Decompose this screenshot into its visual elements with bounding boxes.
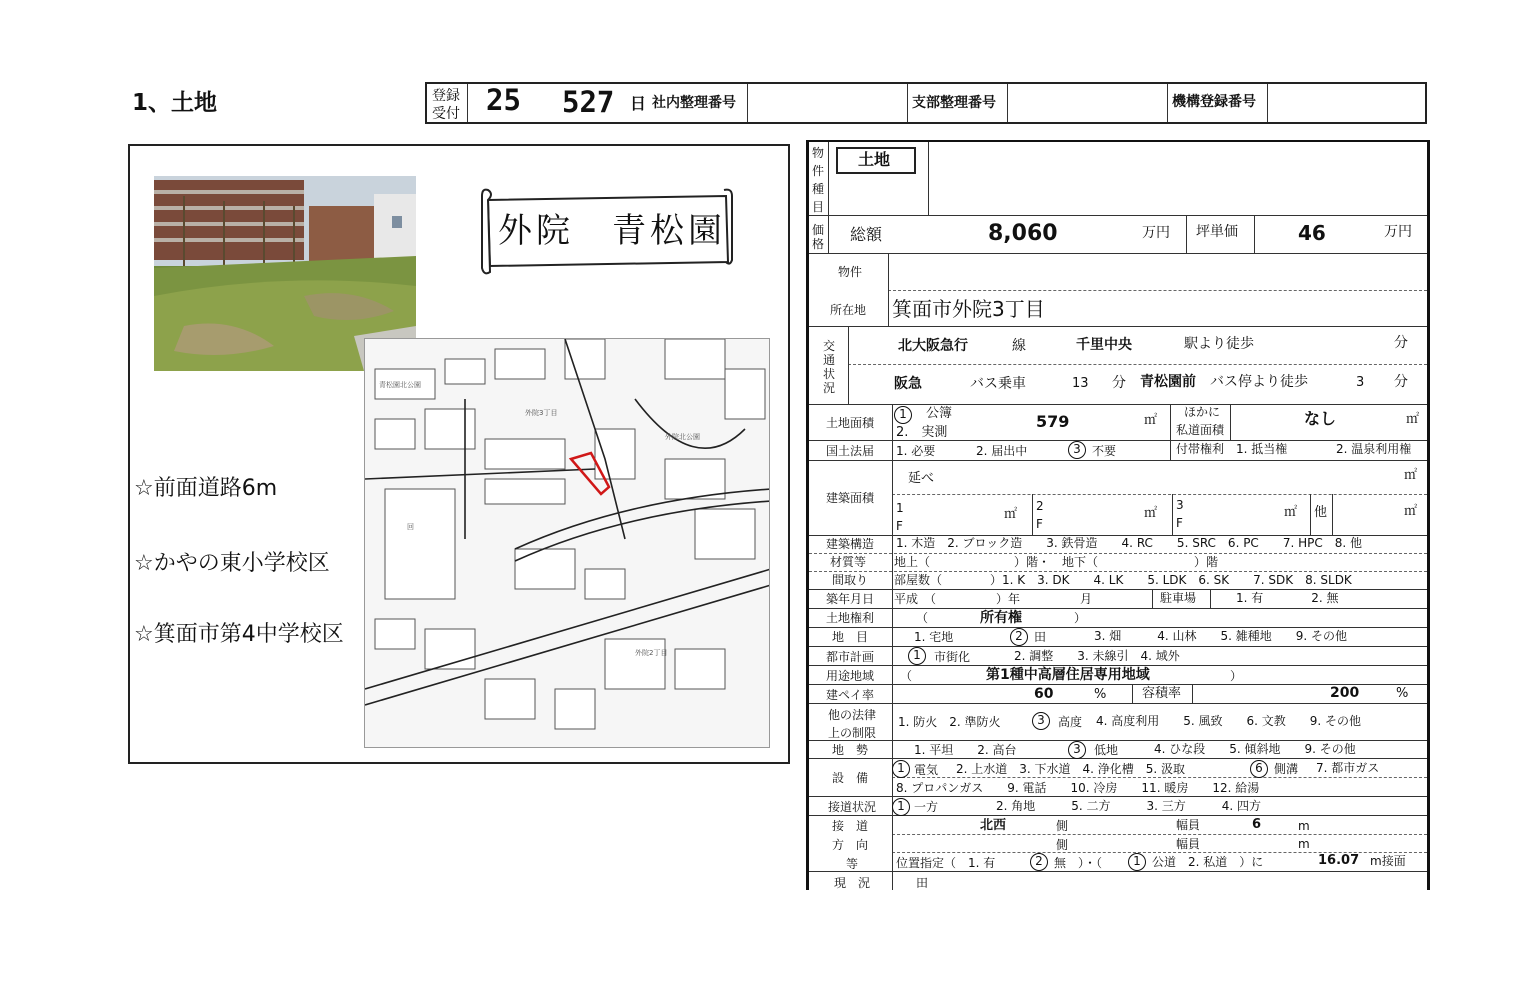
road-type-options: 公道 2. 私道 ）に	[1152, 855, 1264, 869]
other-floor-unit: ㎡	[1404, 504, 1418, 519]
far-value: 200	[1330, 685, 1360, 701]
other-law-option-3: 高度	[1058, 715, 1083, 729]
road-width-unit-2: m	[1298, 837, 1310, 851]
structure-label: 建築構造	[826, 537, 875, 551]
road-side-label: 側	[1056, 819, 1069, 833]
facilities-label: 設 備	[832, 771, 869, 785]
price-label-2: 格	[811, 237, 824, 251]
svg-text:外院北公園: 外院北公園	[665, 433, 700, 441]
svg-text:回: 回	[407, 523, 414, 531]
floor-2-f: F	[1036, 517, 1043, 531]
kokudo-option-2: 2. 届出中	[976, 444, 1028, 458]
bus-stop-walk-unit: 分	[1394, 374, 1408, 390]
registration-date: 527	[562, 85, 615, 119]
svg-text:外院3丁目: 外院3丁目	[525, 409, 558, 417]
location-label-2: 所在地	[830, 303, 867, 317]
far-label: 容積率	[1142, 686, 1182, 701]
tsubo-price-value: 46	[1298, 221, 1326, 245]
far-unit: %	[1396, 686, 1409, 701]
type-label-4: 目	[811, 200, 824, 214]
access-options-rest: 2. 角地 5. 二方 3. 三方 4. 四方	[996, 799, 1262, 813]
note-front-road: ☆前面道路6m	[134, 476, 278, 501]
private-road-unit: ㎡	[1406, 412, 1420, 427]
private-road-label-1: ほかに	[1184, 405, 1221, 419]
floor-1-label: 1	[896, 501, 904, 515]
facility-options-line2: 8. プロパンガス 9. 電話 10. 冷房 11. 暖房 12. 給湯	[896, 781, 1260, 795]
layout-value: 部屋数（ ）1. K 3. DK 4. LK 5. LDK 6. SK 7. SDK 8. SLDK	[894, 573, 1352, 587]
attached-rights-option-2: 2. 温泉利用権	[1336, 442, 1412, 456]
road-side-label-2: 側	[1056, 838, 1069, 852]
road-width-label: 幅員	[1176, 818, 1201, 832]
zoning-value: 第1種中高層住居専用地域	[986, 667, 1150, 683]
bus-ride-label: バス乗車	[970, 376, 1026, 392]
location-value: 箕面市外院3丁目	[892, 297, 1045, 321]
land-area-label: 土地面積	[826, 416, 875, 430]
current-status-value: 田	[916, 876, 929, 890]
facility-1-circle: 1	[892, 760, 910, 778]
city-plan-label: 都市計画	[826, 650, 875, 664]
terrain-options-rest: 4. ひな段 5. 傾斜地 9. その他	[1154, 742, 1356, 756]
private-road-value: なし	[1304, 409, 1337, 428]
city-plan-option-1-circle: 1	[908, 647, 926, 665]
facility-options-mid: 2. 上水道 3. 下水道 4. 浄化槽 5. 汲取	[956, 762, 1186, 776]
terrain-label: 地 勢	[832, 743, 869, 757]
chimoku-label: 地 目	[832, 630, 869, 644]
road-width-value: 6	[1252, 817, 1262, 832]
parking-label: 駐車場	[1160, 591, 1197, 605]
note-junior-high-school: ☆箕面市第4中学校区	[134, 622, 344, 647]
svg-text:外院2丁目: 外院2丁目	[635, 649, 668, 657]
transport-label-1: 交	[822, 339, 835, 353]
other-law-option-3-circle: 3	[1032, 712, 1050, 730]
land-option-1-circle: 1	[894, 406, 912, 424]
attached-rights-label: 付帯権利	[1176, 442, 1225, 456]
page-title: 1、土地	[132, 90, 218, 116]
parking-options: 1. 有 2. 無	[1236, 591, 1339, 605]
facility-6: 側溝	[1274, 762, 1299, 776]
transport-label-3: 状	[822, 367, 835, 381]
floor-2-unit: ㎡	[1144, 506, 1158, 521]
transport-label-2: 通	[822, 353, 835, 367]
facility-1: 電気	[914, 763, 939, 777]
land-right-value: 所有権	[980, 610, 1022, 626]
kokudo-option-1: 1. 必要	[896, 444, 936, 458]
rail-walk-unit: 分	[1394, 335, 1408, 351]
floor-3-f: F	[1176, 516, 1183, 530]
road-label-1: 接 道	[832, 819, 869, 833]
land-option-1: 公簿	[926, 406, 953, 421]
zoning-label: 用途地域	[826, 669, 875, 683]
bus-stop-walk-minutes: 3	[1356, 375, 1365, 390]
facility-6-circle: 6	[1250, 760, 1268, 778]
built-date-value: 平成 （ ）年 月	[894, 592, 1093, 606]
access-label: 接道状況	[828, 800, 877, 814]
position-option-2-circle: 2	[1030, 853, 1048, 871]
road-width-label-2: 幅員	[1176, 837, 1201, 851]
position-option-2: 無 ）・（	[1054, 856, 1103, 870]
facility-options-tail: 7. 都市ガス	[1316, 761, 1380, 775]
day-label: 日	[630, 94, 647, 113]
property-type-value: 土地	[858, 150, 891, 169]
road-width-unit: m	[1298, 819, 1310, 833]
note-elementary-school: ☆かやの東小学校区	[134, 551, 330, 576]
kokudo-label: 国土法届	[826, 444, 875, 458]
city-plan-other-options: 2. 調整 3. 未線引 4. 域外	[1014, 649, 1180, 663]
company-number-label: 社内整理番号	[652, 95, 736, 111]
other-law-label-1: 他の法律	[828, 708, 877, 722]
registration-label-2: 受付	[432, 106, 460, 122]
road-label-2: 方 向	[832, 838, 869, 852]
floor-1-unit: ㎡	[1004, 507, 1018, 522]
current-status-label: 現 況	[834, 876, 871, 890]
bus-ride-minutes: 13	[1072, 376, 1089, 391]
floor-2-label: 2	[1036, 499, 1044, 513]
location-map	[364, 338, 770, 748]
land-right-label: 土地権利	[826, 611, 875, 625]
type-label-3: 種	[811, 182, 824, 196]
rail-line: 北大阪急行	[898, 338, 968, 354]
public-road-circle: 1	[1128, 853, 1146, 871]
terrain-option-3: 低地	[1094, 743, 1119, 757]
price-label-1: 価	[811, 223, 824, 237]
built-date-label: 築年月日	[826, 592, 875, 606]
other-law-label-2: 上の制限	[828, 726, 877, 740]
bcr-label: 建ペイ率	[826, 688, 875, 702]
material-value: 地上（ ）階・ 地下（ ）階	[894, 555, 1219, 569]
chimoku-option-2: 田	[1034, 630, 1047, 644]
total-floor-unit: ㎡	[1404, 468, 1418, 483]
access-option-1: 一方	[914, 800, 939, 814]
transport-label-4: 況	[822, 381, 835, 395]
other-law-options-rest: 4. 高度利用 5. 風致 6. 文教 9. その他	[1096, 714, 1362, 728]
terrain-options-pre: 1. 平坦 2. 高台	[914, 743, 1017, 757]
branch-number-label: 支部整理番号	[912, 95, 996, 111]
bcr-unit: %	[1094, 687, 1107, 702]
rail-line-suffix: 線	[1012, 338, 1026, 354]
total-floor-label: 延べ	[908, 471, 935, 486]
city-plan-option-1: 市街化	[934, 650, 971, 664]
other-floor-label: 他	[1314, 505, 1328, 520]
layout-label: 間取り	[832, 573, 869, 587]
floor-3-unit: ㎡	[1284, 505, 1298, 520]
registration-label-1: 登録	[432, 88, 460, 104]
private-road-label-2: 私道面積	[1176, 423, 1225, 437]
bus-stop-name: 青松園前	[1140, 374, 1196, 390]
land-area-unit: ㎡	[1144, 413, 1158, 428]
road-direction: 北西	[980, 818, 1007, 833]
total-price-unit: 万円	[1142, 225, 1170, 241]
total-price-value: 8,060	[988, 221, 1058, 246]
material-label: 材質等	[830, 555, 867, 569]
kokudo-option-3: 不要	[1092, 444, 1117, 458]
rail-station: 千里中央	[1076, 337, 1132, 353]
kokudo-option-3-circle: 3	[1068, 441, 1086, 459]
chimoku-option-1: 1. 宅地	[914, 630, 954, 644]
road-label-3: 等	[846, 857, 859, 871]
registration-year: 25	[486, 83, 521, 117]
bus-ride-unit: 分	[1112, 375, 1126, 391]
frontage-unit: m接面	[1370, 854, 1406, 868]
bcr-value: 60	[1034, 686, 1054, 702]
type-label-1: 物	[811, 146, 824, 160]
tsubo-price-label: 坪単価	[1196, 224, 1238, 240]
floor-1-f: F	[896, 519, 903, 533]
land-option-2: 2. 実測	[896, 425, 948, 440]
tsubo-price-unit: 万円	[1384, 224, 1412, 240]
bus-stop-walk-label: バス停より徒歩	[1210, 374, 1308, 390]
type-label-2: 件	[811, 164, 824, 178]
bus-company: 阪急	[894, 376, 922, 392]
other-law-options-pre: 1. 防火 2. 準防火	[898, 715, 1001, 729]
svg-text:青松園北公園: 青松園北公園	[379, 381, 421, 389]
banner-title: 外院 青松園	[498, 211, 726, 251]
org-number-label: 機構登録番号	[1172, 94, 1256, 110]
rail-walk-label: 駅より徒歩	[1184, 336, 1254, 352]
total-price-label: 総額	[850, 225, 883, 244]
land-area-value: 579	[1036, 412, 1070, 431]
location-label-1: 物件	[838, 265, 863, 279]
building-area-label: 建築面積	[826, 491, 875, 505]
terrain-option-3-circle: 3	[1068, 741, 1086, 759]
structure-options: 1. 木造 2. ブロック造 3. 鉄骨造 4. RC 5. SRC 6. PC 7. HPC 8. 他	[896, 536, 1362, 550]
frontage-value: 16.07	[1318, 853, 1360, 868]
floor-3-label: 3	[1176, 498, 1184, 512]
chimoku-other-options: 3. 畑 4. 山林 5. 雑種地 9. その他	[1094, 629, 1348, 643]
chimoku-option-2-circle: 2	[1010, 628, 1028, 646]
attached-rights-option-1: 1. 抵当権	[1236, 442, 1288, 456]
access-option-1-circle: 1	[892, 798, 910, 816]
position-designation-pre: 位置指定（ 1. 有	[896, 856, 996, 870]
